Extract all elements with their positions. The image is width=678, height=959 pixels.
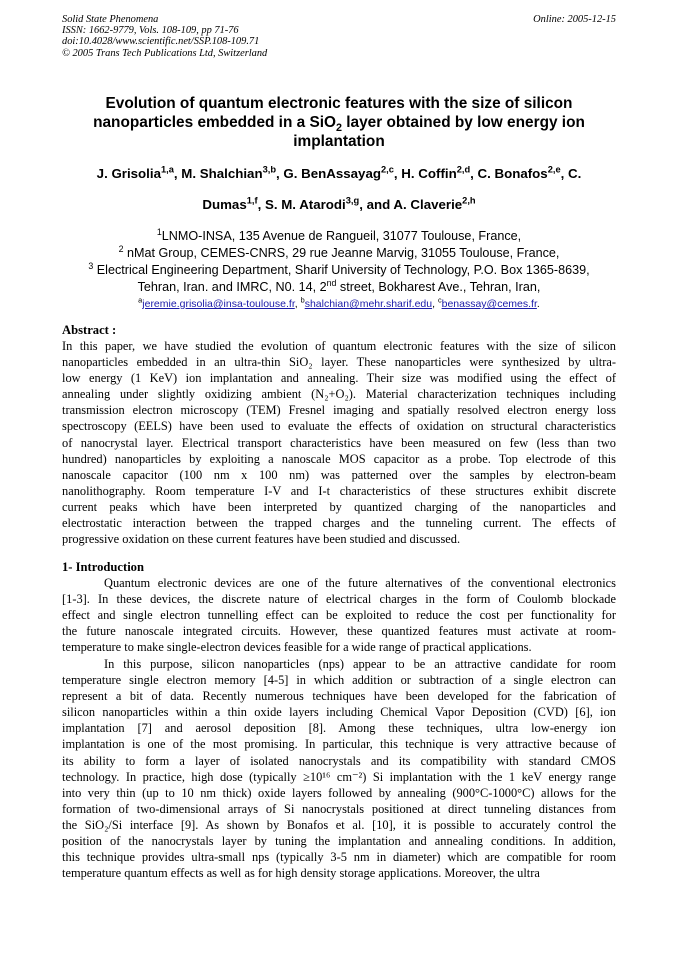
text-line: technology. In practice, high dose (typically ≥10¹⁶ cm⁻²) Si implantation with the 1 keV energy range <box>62 769 616 784</box>
author: J. Grisolia <box>96 166 161 181</box>
text-line: represent a bit of data. Recently numerous techniques have been developed for the fabrication of <box>62 689 616 704</box>
title-line-1: Evolution of quantum electronic features with the size of silicon <box>105 95 573 112</box>
affiliation-3-cont: Tehran, Iran. and IMRC, N0. 14, 2nd street, Bokharest Ave., Tehran, Iran, <box>137 277 541 294</box>
text-line: silicon nanoparticles within a thin oxide layers including Chemical Vapor Deposition (CVD) [6], ion <box>62 705 616 720</box>
text-line: Quantum electronic devices are one of the future alternatives of the conventional electronics <box>104 576 616 590</box>
affiliation-2: $^2$ nMat Group, CEMES-CNRS, 29 rue Jeanne Marvig, 31055 Toulouse, France, <box>118 243 560 260</box>
text-line: temperature single electron memory [4-5] in which addition or subtraction of a single electron can <box>62 673 616 688</box>
online-date: Online: 2005-12-15 <box>533 14 616 25</box>
text-line: progressive oxidation on these current features have been studied and discussed. <box>62 532 461 547</box>
author-list-line-1: J. Grisolia$^{1,a}$, M. Shalchian$^{3,b}$, G. BenAssayag$^{2,c}$, H. Coffin$^{2,d}$, C. Bonafos$^{2,e}$, C. <box>96 164 582 181</box>
intro-paragraph-1 <box>62 575 616 655</box>
text-line: the future nanoscale integrated circuits. However, these quantized features must activate at room- <box>62 624 616 639</box>
text-line: In this purpose, silicon nanoparticles (nps) appear to be an attractive candidate for room <box>104 657 616 671</box>
email-link-b[interactable]: shalchian@mehr.sharif.edu <box>304 298 433 310</box>
text-line: current peaks which have been interpreted by quantized charging of the nanoparticles and <box>62 499 616 514</box>
email-link-a[interactable]: jeremie.grisolia@insa-toulouse.fr <box>142 298 295 310</box>
email-link-c[interactable]: benassay@cemes.fr <box>441 298 537 310</box>
text-line: of nanocrystal layer. Electrical transport characteristics have been measured on few (less than two <box>62 435 616 450</box>
journal-name: Solid State Phenomena <box>62 14 159 25</box>
text-line: implantation [7] and aerosol deposition [8]. Among these techniques, ultra low-energy ion <box>62 721 616 736</box>
text-line: hundred) nanoparticles by exploiting a nanoscale MOS capacitor as a probe. Top electrode of this <box>62 451 616 466</box>
title-line-3: implantation <box>293 133 385 150</box>
author: Dumas <box>202 197 247 212</box>
abstract-body <box>62 338 616 547</box>
text-line: implantation is one of the most promising. In particular, this technique is very attractive because of <box>62 737 616 752</box>
text-line: effect and single electron tunnelling effect can be exploited to reduce the cost per functionality for <box>62 608 616 623</box>
author: H. Coffin <box>401 166 457 181</box>
text-line: low energy (1 KeV) ion implantation and annealing. Their size was modified using the effect of <box>62 371 616 386</box>
text-line: [1-3]. In these devices, the discrete nature of electrical charges in the form of Coulomb blockade <box>62 592 616 607</box>
text-line: formation of two-dimensional arrays of Si nanocrystals positioned at direct tunneling distances from <box>62 801 616 816</box>
text-line: its ability to form a layer of isolated nanocrystals and its compatibility with standard CMOS <box>62 753 616 768</box>
text-line: this technique provides ultra-small nps (typically 3-5 nm in diameter) which are compatible for room <box>62 850 616 865</box>
author: G. BenAssayag <box>283 166 381 181</box>
abstract-heading: Abstract : <box>62 323 117 337</box>
journal-header <box>62 14 267 59</box>
author-list-line-2: Dumas$^{1,f}$, S. M. Atarodi$^{3,g}$, and A. Claverie$^{2,h}$ <box>202 195 476 212</box>
text-line: the SiO₂/Si interface [9]. As shown by Bonafos et al. [10], it is possible to accurately control the <box>62 817 616 832</box>
text-line: into very thin (up to 10 nm thick) oxide layers followed by annealing (900°C-1000°C) allows for the <box>62 785 616 800</box>
text-line: nanoparticles embedded in an ultra-thin SiO₂ layer. These nanoparticles were synthesized by ultra- <box>62 355 616 370</box>
text-line: temperature to make single-electron devices feasible for a wide range of practical applications. <box>62 640 532 655</box>
author: C. Bonafos <box>477 166 548 181</box>
text-line: nanolithography. Room temperature I-V and I-t characteristics of these structures exhibit discrete <box>62 483 616 498</box>
title-line-2: nanoparticles embedded in a SiO$_2$ layer obtained by low energy ion <box>93 114 585 135</box>
text-line: transmission electron microscopy (TEM) Fresnel imaging and spatially resolved electron energy loss <box>62 403 616 418</box>
text-line: annealing under slightly oxidizing ambient (N₂+O₂). Material characterization techniques including <box>62 387 616 402</box>
text-line: position of the nanocrystals layer by tuning the implantation and annealing conditions. In addition, <box>62 834 616 849</box>
copyright-line: © 2005 Trans Tech Publications Ltd, Switzerland <box>62 47 268 59</box>
issn-line: ISSN: 1662-9779, Vols. 108-109, pp 71-76 <box>62 25 239 37</box>
text-line: In this paper, we have studied the evolution of quantum electronic features with the size of silicon <box>62 339 616 353</box>
author: A. Claverie <box>393 197 463 212</box>
introduction-heading: 1- Introduction <box>62 560 144 574</box>
affiliation-3: $^3$ Electrical Engineering Department, Sharif University of Technology, P.O. Box 1365-8639, <box>88 260 590 277</box>
affiliation-1: $^1$LNMO-INSA, 135 Avenue de Rangueil, 31077 Toulouse, France, <box>156 226 522 243</box>
paper-title <box>60 94 618 151</box>
doi-line: doi:10.4028/www.scientific.net/SSP.108-109.71 <box>62 36 260 48</box>
author: M. Shalchian <box>181 166 263 181</box>
intro-paragraph-2 <box>62 656 616 881</box>
text-line: temperature quantum effects as well as for high density storage applications. Moreover, the ultra <box>62 866 540 881</box>
author: S. M. Atarodi <box>264 197 346 212</box>
email-list: $^a$jeremie.grisolia@insa-toulouse.fr, $^b$shalchian@mehr.sharif.edu, $^c$benassay@cemes.fr. <box>138 295 540 310</box>
text-line: electrostatic interaction between the trapped charges and the tunneling current. The effects of <box>62 516 616 531</box>
affiliations <box>40 228 638 313</box>
text-line: nanoscale capacitor (100 nm x 100 nm) was patterned over the samples by electron-beam <box>62 467 616 482</box>
text-line: spectroscopy (EELS) have been used to evaluate the effects of oxidation on structural characteristics <box>62 419 616 434</box>
